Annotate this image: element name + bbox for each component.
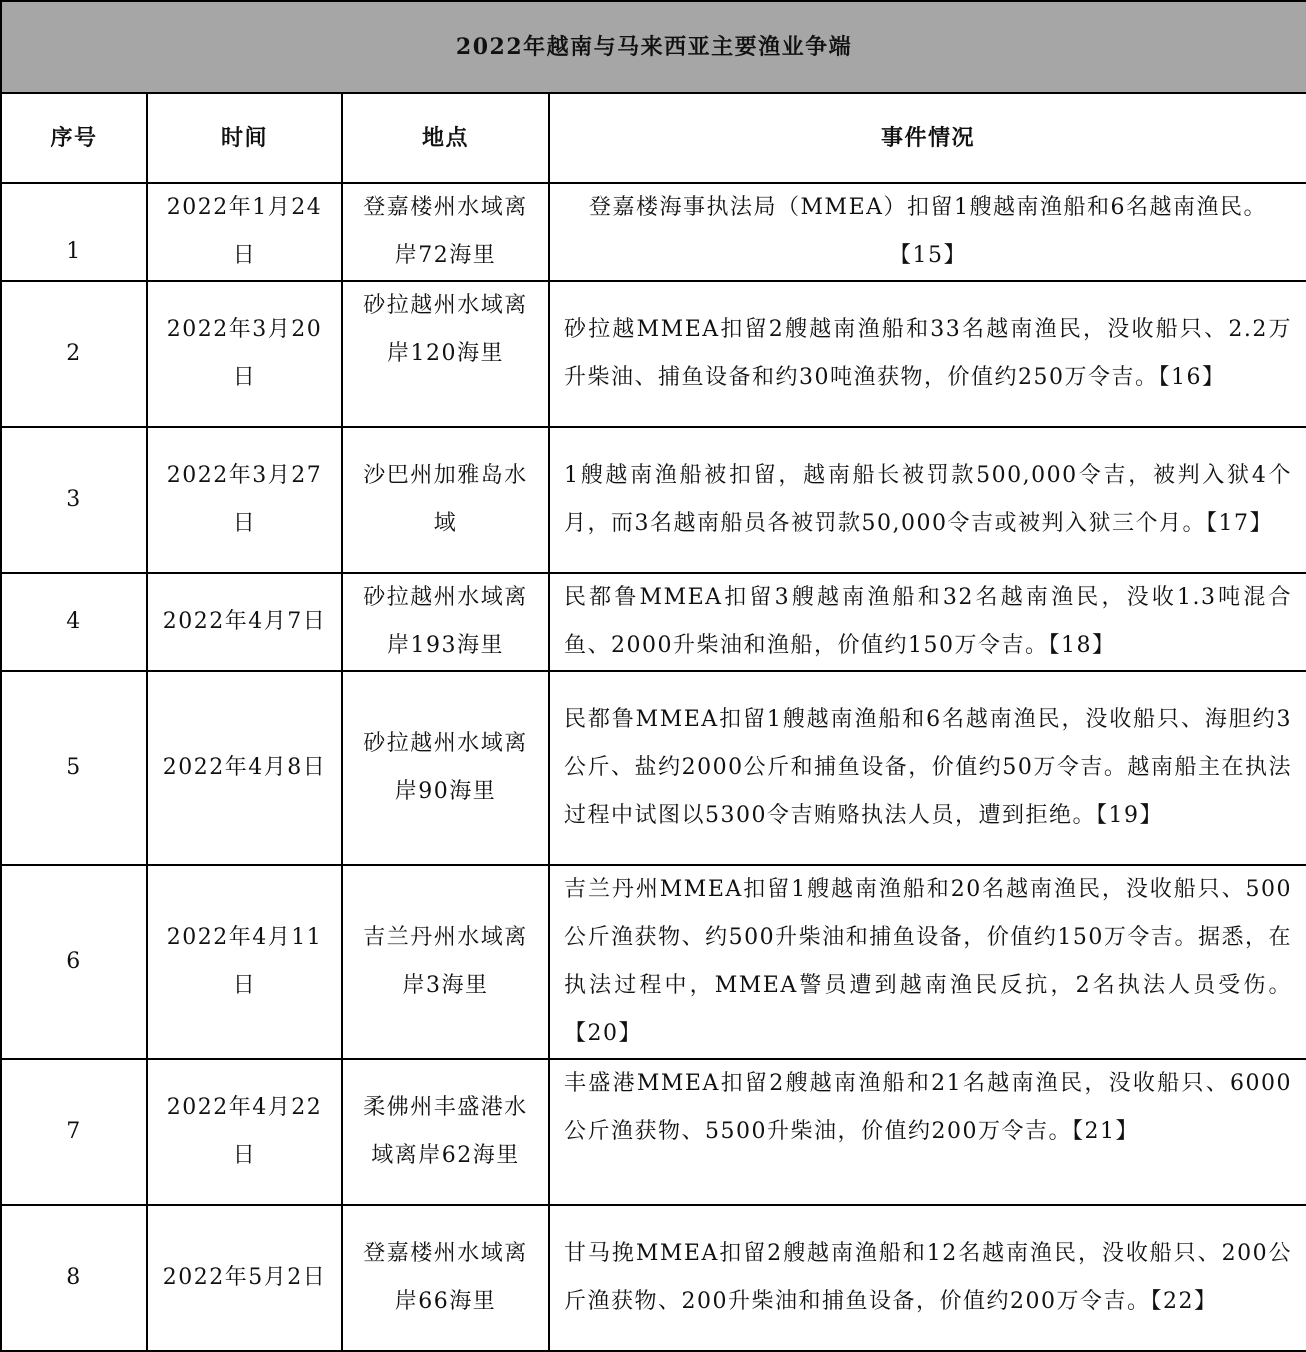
row-no: 8	[1, 1205, 147, 1351]
row-no: 5	[1, 671, 147, 865]
row-desc: 甘马挽MMEA扣留2艘越南渔船和12名越南渔民，没收船只、200公斤渔获物、200升柴油和捕鱼设备，价值约200万令吉。【22】	[549, 1205, 1306, 1351]
row-desc: 民都鲁MMEA扣留1艘越南渔船和6名越南渔民，没收船只、海胆约3公斤、盐约2000公斤和捕鱼设备，价值约50万令吉。越南船主在执法过程中试图以5300令吉贿赂执法人员，遭到拒绝。【19】	[549, 671, 1306, 865]
row-time: 2022年1月24日	[147, 183, 342, 281]
row-no: 6	[1, 865, 147, 1059]
row-no: 2	[1, 281, 147, 427]
row-place: 柔佛州丰盛港水域离岸62海里	[342, 1059, 549, 1205]
table-row	[1, 281, 1306, 427]
row-time: 2022年3月20日	[147, 281, 342, 427]
row-desc: 吉兰丹州MMEA扣留1艘越南渔船和20名越南渔民，没收船只、500公斤渔获物、约500升柴油和捕鱼设备，价值约150万令吉。据悉，在执法过程中，MMEA警员遭到越南渔民反抗，2名执法人员受伤。【20】	[549, 865, 1306, 1059]
table-row	[1, 865, 1306, 1059]
row-desc: 1艘越南渔船被扣留，越南船长被罚款500,000令吉，被判入狱4个月，而3名越南船员各被罚款50,000令吉或被判入狱三个月。【17】	[549, 427, 1306, 573]
header-desc: 事件情况	[549, 93, 1306, 183]
row-time: 2022年5月2日	[147, 1205, 342, 1351]
row-place: 砂拉越州水域离岸90海里	[342, 671, 549, 865]
row-place: 砂拉越州水域离岸193海里	[342, 573, 549, 671]
row-time: 2022年4月7日	[147, 573, 342, 671]
row-desc: 民都鲁MMEA扣留3艘越南渔船和32名越南渔民，没收1.3吨混合鱼、2000升柴油和渔船，价值约150万令吉。【18】	[549, 573, 1306, 671]
row-place: 吉兰丹州水域离岸3海里	[342, 865, 549, 1059]
row-no: 3	[1, 427, 147, 573]
header-no: 序号	[1, 93, 147, 183]
row-place: 沙巴州加雅岛水域	[342, 427, 549, 573]
row-no: 4	[1, 573, 147, 671]
header-time: 时间	[147, 93, 342, 183]
row-desc: 丰盛港MMEA扣留2艘越南渔船和21名越南渔民，没收船只、6000公斤渔获物、5500升柴油，价值约200万令吉。【21】	[549, 1059, 1306, 1205]
table-row	[1, 427, 1306, 573]
row-place: 登嘉楼州水域离岸72海里	[342, 183, 549, 281]
table-row	[1, 183, 1306, 281]
row-desc: 砂拉越MMEA扣留2艘越南渔船和33名越南渔民，没收船只、2.2万升柴油、捕鱼设备和约30吨渔获物，价值约250万令吉。【16】	[549, 281, 1306, 427]
table-row	[1, 671, 1306, 865]
row-no: 1	[1, 183, 147, 281]
header-row	[1, 93, 1306, 183]
table-row	[1, 1059, 1306, 1205]
row-time: 2022年4月22日	[147, 1059, 342, 1205]
row-no: 7	[1, 1059, 147, 1205]
row-time: 2022年3月27日	[147, 427, 342, 573]
title-row	[1, 1, 1306, 93]
row-time: 2022年4月8日	[147, 671, 342, 865]
row-time: 2022年4月11日	[147, 865, 342, 1059]
row-place: 砂拉越州水域离岸120海里	[342, 281, 549, 427]
header-place: 地点	[342, 93, 549, 183]
row-desc: 登嘉楼海事执法局（MMEA）扣留1艘越南渔船和6名越南渔民。【15】	[549, 183, 1306, 281]
table-title: 2022年越南与马来西亚主要渔业争端	[1, 1, 1306, 93]
table-row	[1, 1205, 1306, 1351]
row-place: 登嘉楼州水域离岸66海里	[342, 1205, 549, 1351]
table-row	[1, 573, 1306, 671]
